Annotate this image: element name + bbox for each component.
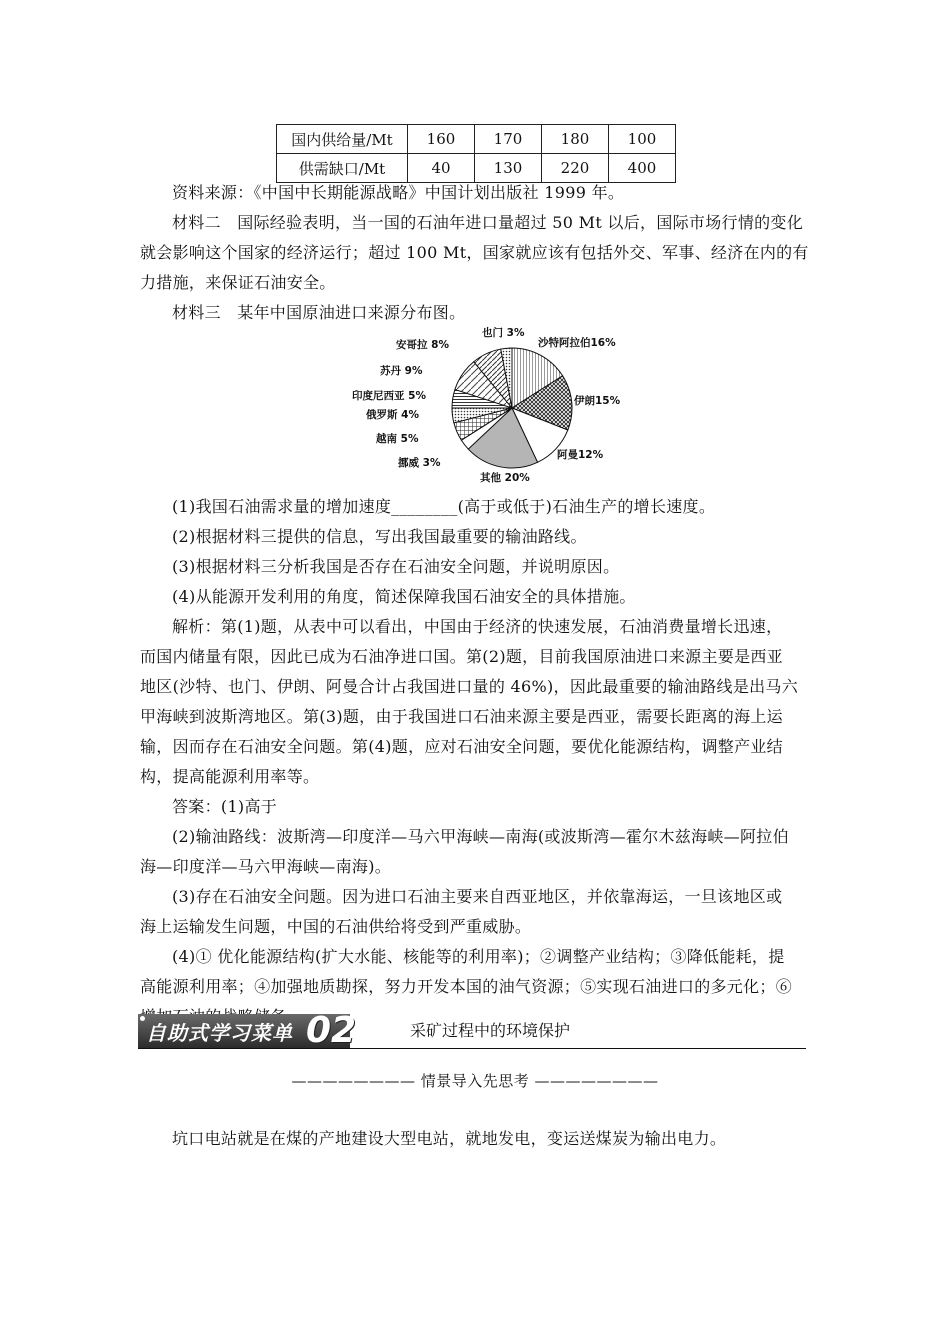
table-cell: 400 — [609, 154, 676, 183]
answer-line: 答案：(1)高于 — [172, 797, 278, 816]
pie-slice-label: 其他 20% — [480, 472, 530, 484]
pie-slice-label: 印度尼西亚 5% — [352, 390, 426, 402]
table-cell: 220 — [542, 154, 609, 183]
answer-line: 高能源利用率；④加强地质勘探，努力开发本国的油气资源；⑤实现石油进口的多元化；⑥ — [140, 977, 793, 996]
source-note: 资料来源：《中国中长期能源战略》中国计划出版社 1999 年。 — [172, 183, 625, 202]
table-cell: 130 — [475, 154, 542, 183]
banner-text: 自助式学习菜单 — [146, 1021, 293, 1045]
analysis-line: 甲海峡到波斯湾地区。第(3)题，由于我国进口石油来源主要是西亚，需要长距离的海上运 — [140, 707, 783, 726]
table-cell: 170 — [475, 125, 542, 154]
section-title: 采矿过程中的环境保护 — [410, 1021, 571, 1040]
section-subhead: ———————— 情景导入先思考 ———————— — [291, 1072, 659, 1090]
banner-dot — [140, 1016, 145, 1021]
table-cell: 100 — [609, 125, 676, 154]
table-cell: 160 — [408, 125, 475, 154]
analysis-line: 输，因而存在石油安全问题。第(4)题，应对石油安全问题，要优化能源结构，调整产业结 — [140, 737, 783, 756]
pie-slice-label: 阿曼12% — [557, 449, 604, 461]
question-2: (2)根据材料三提供的信息，写出我国最重要的输油路线。 — [172, 527, 587, 546]
answer-line: 海—印度洋—马六甲海峡—南海)。 — [140, 857, 392, 876]
material2-line: 就会影响这个国家的经济运行；超过 100 Mt，国家就应该有包括外交、军事、经济在内的有 — [140, 243, 809, 262]
pie-slice-label: 苏丹 9% — [380, 365, 423, 377]
analysis-line: 而国内储量有限，因此已成为石油净进口国。第(2)题，目前我国原油进口来源主要是西亚 — [140, 647, 783, 666]
pie-slice-label: 挪威 3% — [398, 457, 441, 469]
analysis-line: 构，提高能源利用率等。 — [140, 767, 320, 786]
pie-slice-label: 安哥拉 8% — [396, 339, 449, 351]
table-cell: 180 — [542, 125, 609, 154]
pie-slice-label: 沙特阿拉伯16% — [538, 337, 616, 349]
material3-caption: 材料三 某年中国原油进口来源分布图。 — [172, 303, 466, 322]
answer-line: (4)① 优化能源结构(扩大水能、核能等的利用率)；②调整产业结构；③降低能耗，提 — [172, 947, 785, 966]
table-row — [277, 125, 676, 154]
analysis-line: 解析：第(1)题，从表中可以看出，中国由于经济的快速发展，石油消费量增长迅速， — [172, 617, 783, 636]
answer-line: 海上运输发生问题，中国的石油供给将受到严重威胁。 — [140, 917, 532, 936]
pie-slice-label: 俄罗斯 4% — [366, 409, 419, 421]
table-row-label: 供需缺口/Mt — [277, 154, 408, 183]
material2-line: 力措施，来保证石油安全。 — [140, 273, 336, 292]
question-4: (4)从能源开发利用的角度，简述保障我国石油安全的具体措施。 — [172, 587, 636, 606]
pie-slice-label: 伊朗15% — [574, 395, 621, 407]
banner-number: 02 — [306, 1010, 357, 1051]
section-divider — [138, 1048, 806, 1049]
answer-line: (3)存在石油安全问题。因为进口石油主要来自西亚地区，并依靠海运，一旦该地区或 — [172, 887, 783, 906]
oil-import-pie-chart — [352, 326, 632, 484]
pie-slice-label: 也门 3% — [482, 327, 525, 339]
pie-slice-label: 越南 5% — [376, 433, 419, 445]
material2-line: 材料二 国际经验表明，当一国的石油年进口量超过 50 Mt 以后，国际市场行情的变化 — [172, 213, 804, 232]
analysis-line: 地区(沙特、也门、伊朗、阿曼合计占我国进口量的 46%)，因此最重要的输油路线是出马六 — [140, 677, 799, 696]
question-1: (1)我国石油需求量的增加速度________(高于或低于)石油生产的增长速度。 — [172, 497, 716, 516]
table-row-label: 国内供给量/Mt — [277, 125, 408, 154]
table-cell: 40 — [408, 154, 475, 183]
intro-paragraph: 坑口电站就是在煤的产地建设大型电站，就地发电，变运送煤炭为输出电力。 — [172, 1129, 727, 1148]
supply-table — [276, 124, 676, 183]
section-banner — [138, 1010, 357, 1051]
question-3: (3)根据材料三分析我国是否存在石油安全问题，并说明原因。 — [172, 557, 620, 576]
answer-line: (2)输油路线：波斯湾—印度洋—马六甲海峡—南海(或波斯湾—霍尔木兹海峡—阿拉伯 — [172, 827, 789, 846]
